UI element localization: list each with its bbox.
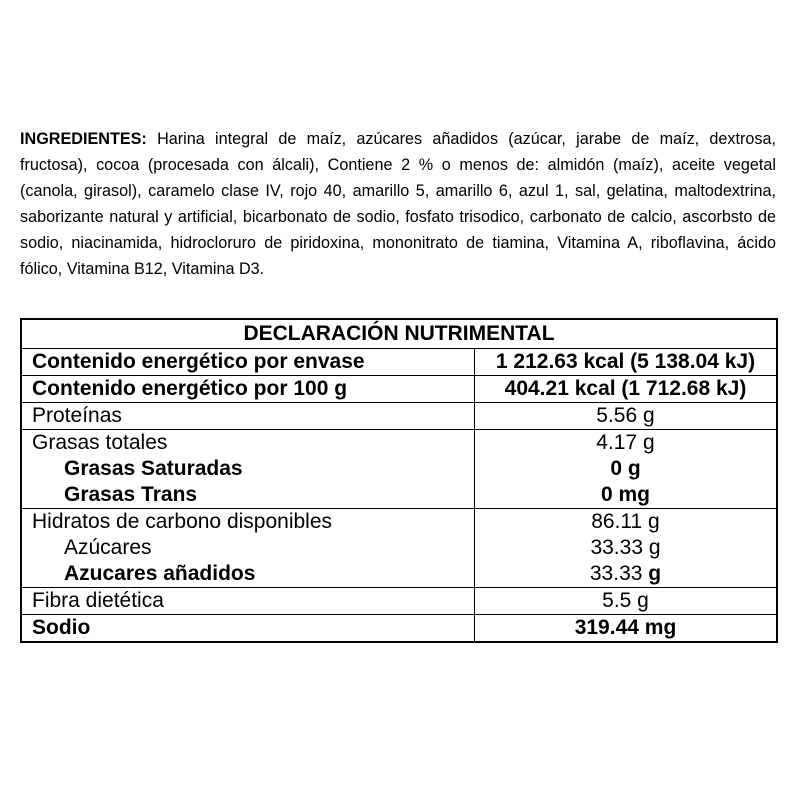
- row-value: 0 g: [475, 456, 778, 482]
- table-row: [21, 588, 777, 615]
- table-row: [21, 376, 777, 403]
- table-row: [21, 349, 777, 376]
- nutrition-title: DECLARACIÓN NUTRIMENTAL: [21, 319, 777, 349]
- table-row: [21, 482, 777, 509]
- nutrition-title-row: [21, 319, 777, 349]
- row-label: Hidratos de carbono disponibles: [21, 509, 475, 536]
- table-row: [21, 456, 777, 482]
- row-label: Proteínas: [21, 403, 475, 430]
- table-row: [21, 430, 777, 457]
- row-label: Grasas Trans: [21, 482, 475, 509]
- row-value: 0 mg: [475, 482, 778, 509]
- table-row: [21, 535, 777, 561]
- table-row: [21, 403, 777, 430]
- row-label: Azúcares: [21, 535, 475, 561]
- row-label: Sodio: [21, 615, 475, 643]
- ingredients-text: Harina integral de maíz, azúcares añadidos (azúcar, jarabe de maíz, dextrosa, fructosa), cocoa (procesada con álcali), Contiene 2 % o menos de: almidón (maíz), aceite vegetal (canola, girasol), caramelo clase IV, rojo 40, amarillo 5, amarillo 6, azul 1, sal, gelatina, maltodextrina, saborizante natural y artificial, bicarbonato de sodio, fosfato trisodico, carbonato de calcio, ascorbsto de sodio, niacinamida, hidrocloruro de piridoxina, mononitrato de tiamina, Vitamina A, riboflavina, ácido fólico, Vitamina B12, Vitamina D3.: [20, 130, 776, 278]
- row-label: Azucares añadidos: [21, 561, 475, 588]
- row-value: 404.21 kcal (1 712.68 kJ): [475, 376, 778, 403]
- table-row: [21, 509, 777, 536]
- row-value: [475, 561, 778, 588]
- row-label: Grasas totales: [21, 430, 475, 457]
- row-value-number: 33.33: [589, 562, 643, 585]
- row-value: 5.5 g: [475, 588, 778, 615]
- row-value: 4.17 g: [475, 430, 778, 457]
- row-value: 86.11 g: [475, 509, 778, 536]
- ingredients-paragraph: [20, 126, 776, 282]
- row-value: 5.56 g: [475, 403, 778, 430]
- row-label: Fibra dietética: [21, 588, 475, 615]
- row-value: 319.44 mg: [475, 615, 778, 643]
- row-value: 1 212.63 kcal (5 138.04 kJ): [475, 349, 778, 376]
- row-label: Contenido energético por envase: [21, 349, 475, 376]
- ingredients-label: INGREDIENTES:: [20, 130, 147, 148]
- table-row: [21, 561, 777, 588]
- row-value-unit: g: [642, 562, 662, 585]
- row-value: 33.33 g: [475, 535, 778, 561]
- table-row: [21, 615, 777, 643]
- row-label: Contenido energético por 100 g: [21, 376, 475, 403]
- nutrition-table: [20, 318, 778, 643]
- row-label: Grasas Saturadas: [21, 456, 475, 482]
